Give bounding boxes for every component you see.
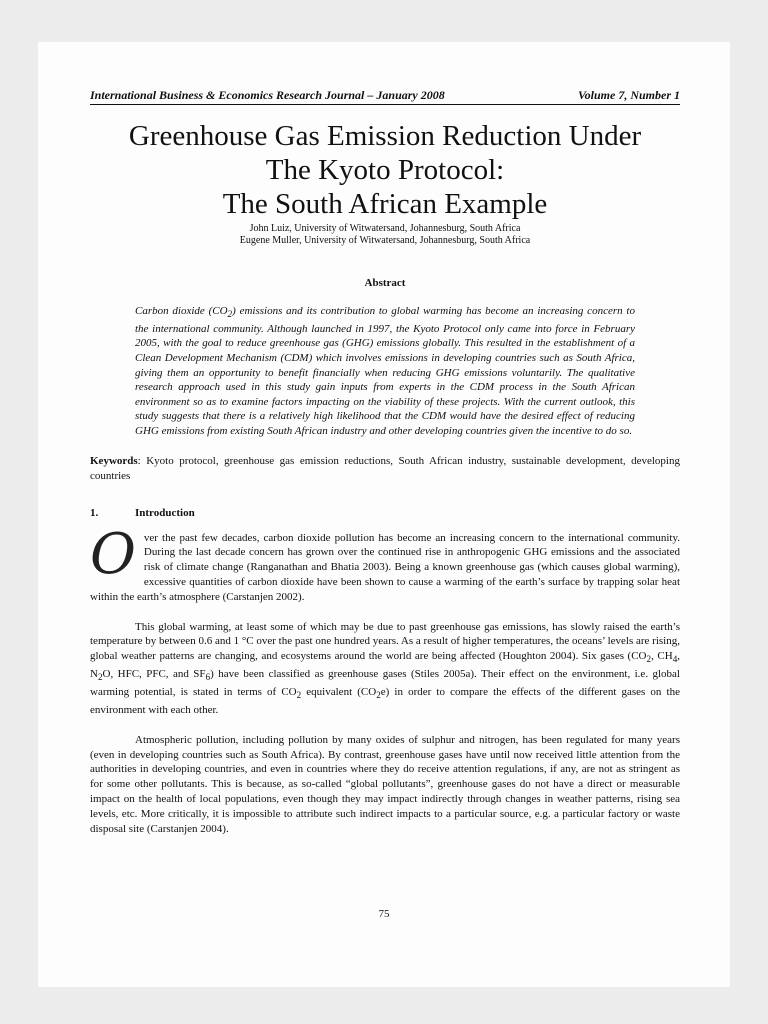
paragraph-text: , N [90,650,681,681]
paragraph-text: e) in order to compare the effects of the different gases on the environment with each other. [90,686,680,717]
section-title: Introduction [135,506,195,519]
paragraph-text: , CH [651,650,673,663]
abstract-heading: Abstract [364,277,406,289]
paper-title [90,119,680,221]
subscript: 2 [376,690,381,701]
paragraph-text: ) have been classified as greenhouse gases (Stiles 2005a). Their effect on the environment, i.e. global warming potential, is stated in terms of CO [90,668,680,699]
paragraph-text: This global warming, at least some of which may be due to past greenhouse gas emissions, has slowly raised the earth’s temperature by between 0.6 and 1 °C over the past one hundred years. As a result of higher temperatures, the oceans’ levels are rising, global weather patterns are changing, and ecosystems around the world are being affected (Houghton 2004). Six gases (CO [90,620,680,663]
abstract-text-part: Carbon dioxide (CO [135,305,228,317]
drop-cap: O [90,521,136,587]
paper-page [38,42,730,987]
journal-title: International Business & Economics Research Journal – January 2008 [90,88,445,102]
intro-paragraph-2 [90,620,680,718]
intro-paragraph-3: Atmospheric pollution, including pollution by many oxides of sulphur and nitrogen, has been regulated for many years (even in developing countries such as South Africa). By contrast, greenhouse gases have until now received little attention from the authorities in developing countries, and even in countries where they do receive attention regulations, if any, are not as stringent as for some other pollutants. This is because, as so-called “global pollutants”, greenhouse gases do not have a direct or measurable impact on the health of local populations, even though they may impact indirectly through changes in weather patterns, rising sea levels, etc. More critically, it is impossible to attribute such indirect impacts to a particular source, e.g. a particular factory or waste disposal site (Carstanjen 2004). [90,733,680,835]
running-header [90,88,680,105]
subscript: 2 [97,672,103,683]
abstract-text-part: ) emissions and its contribution to global warming has become an increasing concern to the international community. Although launched in 1997, the Kyoto Protocol only came into force in February 2005, with the goal to reduce greenhouse gas (GHG) emissions globally. This resulted in the establishment of a Clean Development Mechanism (CDM) which involves emissions in developing countries such as South Africa, giving them an opportunity to benefit financially when reducing GHG emissions voluntarily. The qualitative research approach used in this study gain inputs from experts in the CDM process in the South African environment so as to examine factors impacting on the viability of these projects. With the current outlook, this study suggests that there is a relatively high likelihood that the CDM would have the desired effect of reducing GHG emissions from existing South African industry and other developing countries given the incentive to do so. [135,305,635,437]
subscript: 2 [646,654,652,665]
title-line-3: The South African Example [222,188,548,220]
page-number: 75 [378,908,390,920]
page-content [90,88,680,836]
keywords-label: Keywords [90,454,138,467]
subscript: 2 [296,690,302,701]
author-list [90,223,680,247]
paragraph-text: equivalent (CO [301,686,377,699]
abstract-subscript: 2 [227,309,233,320]
subscript: 6 [205,672,211,683]
paragraph-text: O, HFC, PFC, and SF [102,668,206,681]
section-heading [90,507,680,519]
abstract-text [135,304,635,439]
author-1: John Luiz, University of Witwatersand, Johannesburg, South Africa [249,223,521,234]
keywords [90,454,680,484]
author-2: Eugene Muller, University of Witwatersand, Johannesburg, South Africa [239,235,531,246]
paragraph-text: ver the past few decades, carbon dioxide pollution has become an increasing concern to the international community. During the last decade concern has grown over the continued rise in anthropogenic GHG emissions and the associated risk of climate change (Ranganathan and Bhatia 2003). Being a known greenhouse gas (which causes global warming), excessive quantities of carbon dioxide have been shown to cause a warming of the earth’s surface by trapping solar heat within the earth’s atmosphere (Carstanjen 2002). [90,531,680,603]
volume-number: Volume 7, Number 1 [577,88,680,102]
title-line-2: The Kyoto Protocol: [265,154,505,186]
keywords-text: : Kyoto protocol, greenhouse gas emission reductions, South African industry, sustainable development, developing countries [90,454,680,482]
intro-paragraph-1 [90,521,680,605]
title-line-1: Greenhouse Gas Emission Reduction Under [128,120,642,152]
subscript: 4 [672,654,678,665]
section-number: 1. [90,506,99,519]
